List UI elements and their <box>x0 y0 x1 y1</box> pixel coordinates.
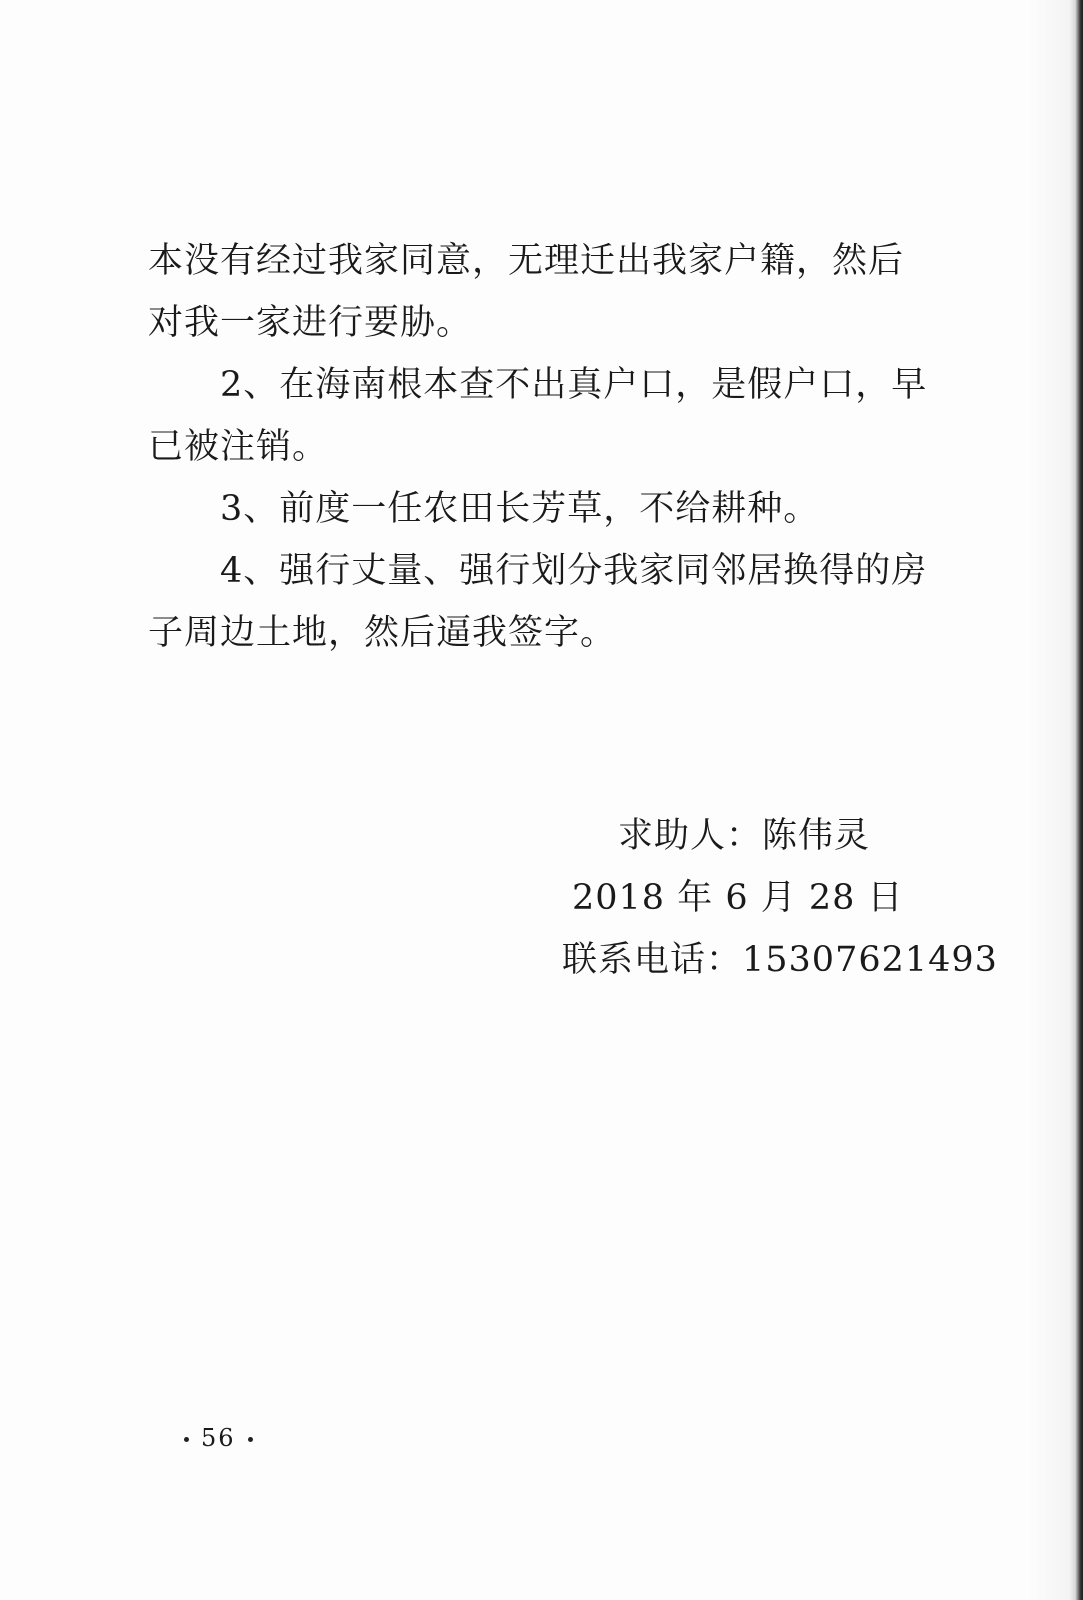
signature-phone: 联系电话：15307621493 <box>562 940 998 980</box>
page-number-dot-right <box>248 1437 253 1442</box>
paragraph-item-4: 4、强行丈量、强行划分我家同邻居换得的房子周边土地，然后逼我签字。 <box>148 551 928 653</box>
page-number <box>172 1424 265 1452</box>
page-number-value: 56 <box>201 1424 236 1452</box>
page-number-dot-left <box>184 1437 189 1442</box>
page-scan-edge <box>1069 0 1083 1600</box>
document-body <box>148 230 938 664</box>
paragraph-item-3: 3、前度一任农田长芳草，不给耕种。 <box>220 489 820 529</box>
page-edge-shadow <box>1029 0 1069 1600</box>
signature-date: 2018 年 6 月 28 日 <box>572 878 904 918</box>
paragraph-item-2: 2、在海南根本查不出真户口，是假户口，早已被注销。 <box>148 365 928 467</box>
paragraph-continued: 本没有经过我家同意，无理迁出我家户籍，然后对我一家进行要胁。 <box>148 241 905 343</box>
signature-requester: 求助人：陈伟灵 <box>618 816 871 856</box>
